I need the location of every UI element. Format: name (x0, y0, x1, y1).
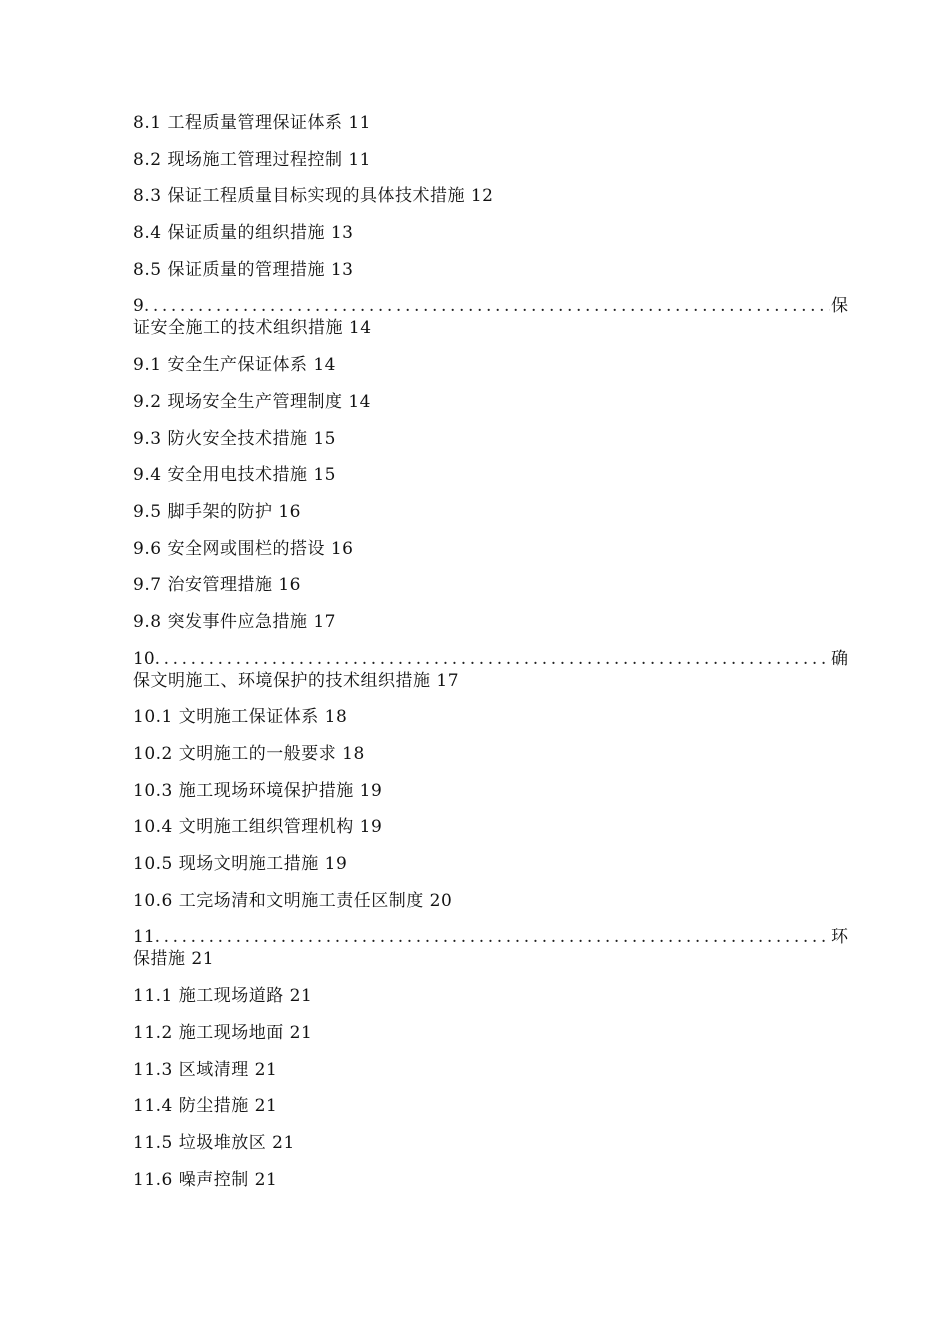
toc-entry-9-number: 9 (133, 296, 144, 317)
toc-entry-11-leader-line (133, 926, 848, 948)
toc-entry-11-title-start: 环 (831, 927, 848, 948)
toc-entry-10-number: 10 (133, 648, 155, 669)
toc-entry-9[interactable] (133, 295, 848, 339)
toc-entry-9-6[interactable]: 9.6 安全网或围栏的搭设 16 (133, 538, 354, 559)
toc-entry-10-6[interactable]: 10.6 工完场清和文明施工责任区制度 20 (133, 890, 453, 911)
toc-entry-11-3[interactable]: 11.3 区域清理 21 (133, 1059, 278, 1080)
toc-entry-8-2[interactable]: 8.2 现场施工管理过程控制 11 (133, 149, 371, 170)
toc-entry-8-3[interactable]: 8.3 保证工程质量目标实现的具体技术措施 12 (133, 186, 494, 207)
toc-entry-9-4[interactable]: 9.4 安全用电技术措施 15 (133, 465, 336, 486)
toc-entry-11-4[interactable]: 11.4 防尘措施 21 (133, 1096, 278, 1117)
toc-entry-9-leader-line (133, 295, 848, 317)
toc-entry-10-1[interactable]: 10.1 文明施工保证体系 18 (133, 707, 348, 728)
toc-entry-10[interactable] (133, 648, 848, 692)
toc-entry-11-2[interactable]: 11.2 施工现场地面 21 (133, 1022, 313, 1043)
toc-entry-8-1[interactable]: 8.1 工程质量管理保证体系 11 (133, 113, 371, 133)
toc-entry-11-5[interactable]: 11.5 垃圾堆放区 21 (133, 1132, 295, 1153)
toc-entry-8-4[interactable]: 8.4 保证质量的组织措施 13 (133, 223, 354, 244)
toc-entry-11-6[interactable]: 11.6 噪声控制 21 (133, 1169, 278, 1190)
toc-entry-11-title-rest: 保措施 21 (133, 949, 215, 970)
toc-entry-10-title-start: 确 (831, 648, 848, 669)
toc-entry-10-title-rest: 保文明施工、环境保护的技术组织措施 17 (133, 670, 460, 691)
toc-entry-9-7[interactable]: 9.7 治安管理措施 16 (133, 575, 301, 596)
table-of-contents (133, 112, 848, 1205)
toc-entry-10-3[interactable]: 10.3 施工现场环境保护措施 19 (133, 780, 383, 801)
toc-entry-9-title-start: 保 (831, 296, 848, 317)
toc-entry-11-number: 11 (133, 927, 155, 948)
toc-entry-10-2[interactable]: 10.2 文明施工的一般要求 18 (133, 744, 365, 764)
toc-entry-11-1[interactable]: 11.1 施工现场道路 21 (133, 986, 313, 1007)
toc-entry-10-leader-line (133, 648, 848, 670)
toc-dot-leader (155, 648, 830, 670)
toc-entry-10-4[interactable]: 10.4 文明施工组织管理机构 19 (133, 817, 383, 838)
toc-entry-9-3[interactable]: 9.3 防火安全技术措施 15 (133, 428, 336, 449)
toc-dot-leader (144, 295, 830, 317)
toc-entry-10-5[interactable]: 10.5 现场文明施工措施 19 (133, 854, 348, 875)
toc-dot-leader (155, 926, 830, 948)
toc-entry-9-8[interactable]: 9.8 突发事件应急措施 17 (133, 611, 336, 632)
toc-entry-9-2[interactable]: 9.2 现场安全生产管理制度 14 (133, 391, 371, 412)
toc-entry-9-1[interactable]: 9.1 安全生产保证体系 14 (133, 355, 336, 376)
toc-entry-8-5[interactable]: 8.5 保证质量的管理措施 13 (133, 259, 354, 280)
toc-entry-11[interactable] (133, 926, 848, 970)
toc-entry-9-title-rest: 证安全施工的技术组织措施 14 (133, 318, 372, 339)
toc-entry-9-5[interactable]: 9.5 脚手架的防护 16 (133, 501, 301, 522)
